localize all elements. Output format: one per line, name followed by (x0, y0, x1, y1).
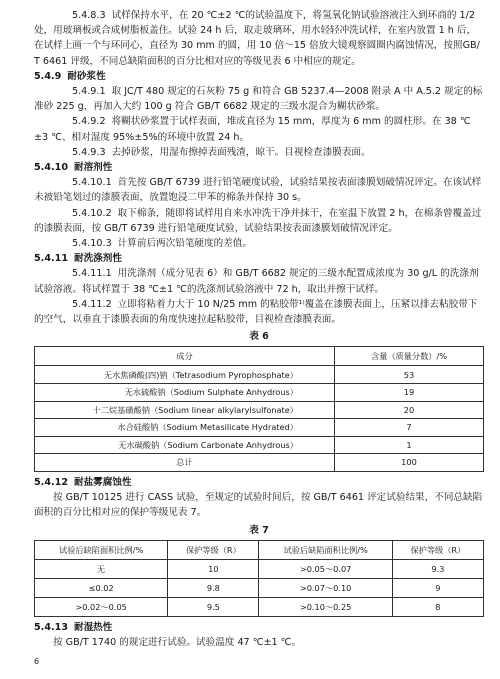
table-cell: >0.02～0.05 (35, 597, 168, 616)
table-cell: 无 (35, 559, 168, 578)
table-row (35, 559, 484, 578)
clause-5-4-10-1 (34, 175, 484, 205)
clause-number: 5.4.9.2 (72, 116, 106, 128)
clause-text: 去掉砂浆，用湿布擦掉表面残渣，晾干。目视检查漆膜表面。 (111, 146, 371, 158)
table-row (35, 597, 484, 616)
clause-text: 计算前后两次铅笔硬度的差值。 (117, 238, 252, 250)
table-row (35, 578, 484, 597)
section-heading-5-4-13 (34, 620, 484, 635)
section-number: 5.4.10 (34, 162, 68, 174)
table-header-row (35, 347, 484, 366)
table-cell: 19 (335, 384, 484, 402)
table-cell: 10 (168, 559, 259, 578)
table-row (35, 384, 484, 402)
section-title: 耐洗涤剂性 (74, 253, 122, 265)
table-cell: 总计 (35, 454, 335, 472)
column-header: 保护等级（R） (168, 540, 259, 559)
clause-5-4-10-3 (34, 236, 484, 251)
section-title: 耐溶剂性 (74, 162, 113, 174)
table-6-caption: 表 6 (249, 331, 269, 343)
table-cell: 9.3 (392, 559, 483, 578)
section-heading-5-4-10 (34, 160, 484, 175)
clause-5-4-9-3 (34, 145, 484, 160)
table-cell: >0.07～0.10 (259, 578, 392, 597)
table-cell: 7 (335, 419, 484, 437)
clause-text: 首先按 GB/T 6739 进行铅笔硬度试验，试验结果按表面漆膜划破情况评定。在该试样未被铅笔划过的漆膜表面，放置饱浸二甲苯的棉条并保持 30 s。 (34, 177, 482, 204)
clause-5-4-11-2 (34, 297, 484, 327)
table-cell: 十二烷基磺酸钠（Sodium linear alkylarylsulfonate） (35, 401, 335, 419)
table-cell: 20 (335, 401, 484, 419)
clause-text: 用洗涤剂（成分见表 6）和 GB/T 6682 规定的三级水配置成浓度为 30 g/L 的洗涤剂试验溶液。将试样置于 38 ℃±1 ℃的洗涤剂试验溶液中 72 h，取出并擦干试样。 (34, 268, 479, 295)
table-cell: 1 (335, 436, 484, 454)
table-cell: 100 (335, 454, 484, 472)
table-cell: 无水碳酸钠（Sodium Carbonate Anhydrous） (35, 436, 335, 454)
table-cell: 8 (392, 597, 483, 616)
clause-5-4-9-2 (34, 114, 484, 144)
column-header: 成分 (35, 347, 335, 366)
table-row (35, 401, 484, 419)
document-page (34, 8, 484, 650)
clause-number: 5.4.11.1 (72, 268, 112, 280)
page-number: 6 (34, 656, 40, 666)
table-cell: >0.05～0.07 (259, 559, 392, 578)
clause-number: 5.4.8.3 (72, 10, 106, 21)
section-title: 耐湿热性 (74, 621, 113, 633)
clause-text: 立即将粘着力大于 10 N/25 mm 的粘胶带¹⁾覆盖在漆膜表面上，压紧以排去粘胶带下的空气，以垂直于漆膜表面的角度快速拉起粘胶带，目视检查漆膜表面。 (34, 298, 478, 326)
section-title: 耐盐雾腐蚀性 (74, 477, 132, 489)
clause-number: 5.4.10.1 (72, 177, 112, 189)
column-header: 含量（质量分数）/% (335, 347, 484, 366)
clause-number: 5.4.11.2 (72, 298, 112, 310)
table-cell: ≤0.02 (35, 578, 168, 597)
table-cell: 9.5 (168, 597, 259, 616)
section-number: 5.4.13 (34, 621, 68, 633)
clause-5-4-11-1 (34, 266, 484, 296)
table-cell: 无水焦磷酸(四)钠（Tetrasodium Pyrophosphate） (35, 366, 335, 384)
table-cell: 无水硫酸钠（Sodium Sulphate Anhydrous） (35, 384, 335, 402)
table-7-caption: 表 7 (249, 524, 269, 536)
clause-text: 取下棉条，随即将试样用自来水冲洗干净并抹干，在室温下放置 2 h，在棉条曾覆盖过的漆膜表面，按 GB/T 6739 进行铅笔硬度试验，试验结果按表面漆膜划破情况评定。 (34, 207, 482, 234)
table-cell: >0.10～0.25 (259, 597, 392, 616)
table-cell: 53 (335, 366, 484, 384)
table-cell: 9 (392, 578, 483, 597)
table-cell: 9.8 (168, 578, 259, 597)
table-total-row (35, 454, 484, 472)
clause-5-4-9-1 (34, 84, 484, 114)
clause-5-4-12-text: 按 GB/T 10125 进行 CASS 试验，至规定的试验时间后，按 GB/T 6461 评定试验结果，不同总缺陷面积的百分比相对应的保护等级见表 7。 (34, 492, 483, 519)
clause-number: 5.4.10.2 (72, 207, 112, 219)
table-7 (34, 540, 484, 617)
section-number: 5.4.11 (34, 253, 68, 265)
table-row (35, 366, 484, 384)
section-number: 5.4.12 (34, 477, 68, 489)
clause-number: 5.4.10.3 (72, 238, 112, 250)
clause-text: 试样保持水平，在 20 ℃±2 ℃的试验温度下，将氢氧化钠试验溶液注入到环商的 1/2 处，用玻璃板或合成树脂板盖住。试验 24 h 后，取走玻璃环，用水轻轻冲洗试样，在室内放置 1 h 后，在试样上画一个与环同心，直径为 30 mm 的圆，用 10 倍～15 倍放大镜观察圆圈内腐蚀情况，按照GB/T 6461 评级，不同总缺陷面积的百分比相对应的等级见表 6 中相应的规定。 (34, 10, 480, 67)
section-number: 5.4.9 (34, 70, 62, 82)
clause-5-4-10-2 (34, 206, 484, 236)
clause-number: 5.4.9.1 (72, 86, 106, 98)
section-heading-5-4-12 (34, 475, 484, 490)
clause-5-4-13-text: 按 GB/T 1740 的规定进行试验。试验温度 47 ℃±1 ℃。 (53, 637, 302, 649)
column-header: 保护等级（R） (392, 540, 483, 559)
table-6 (34, 346, 484, 472)
table-cell: 水合硅酸钠（Sodium Metasilicate Hydrated） (35, 419, 335, 437)
clause-text: 取 JC/T 480 规定的石灰粉 75 g 和符合 GB 5237.4—2008 附录 A 中 A.5.2 规定的标准砂 225 g，再加入大约 100 g 符合 GB/T 6682 规定的三级水混合为糊状砂浆。 (34, 86, 483, 113)
section-heading-5-4-11 (34, 251, 484, 266)
table-row (35, 419, 484, 437)
clause-number: 5.4.9.3 (72, 146, 106, 158)
column-header: 试验后缺陷面积比例/% (35, 540, 168, 559)
table-row (35, 436, 484, 454)
column-header: 试验后缺陷面积比例/% (259, 540, 392, 559)
table-header-row (35, 540, 484, 559)
clause-text: 将糊状砂浆置于试样表面，堆成直径为 15 mm，厚度为 6 mm 的圆柱形。在 38 ℃±3 ℃、相对湿度 95%±5%的环境中放置 24 h。 (34, 116, 471, 143)
section-heading-5-4-9 (34, 69, 484, 84)
section-title: 耐砂浆性 (67, 70, 106, 82)
clause-5-4-8-3 (34, 8, 484, 69)
